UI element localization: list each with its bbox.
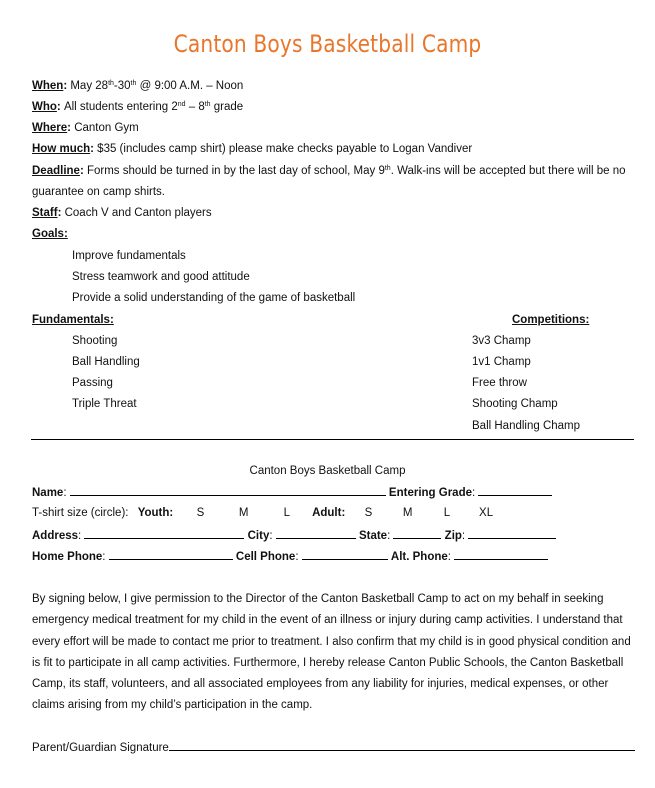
tshirt-row [32, 505, 504, 521]
tshirt-label: T-shirt size (circle): [32, 507, 129, 519]
when-label: When [32, 80, 64, 92]
permission-paragraph: By signing below, I give permission to the Director of the Canton Basketball Camp to act on my behalf in seeking emergency medical treatment for my child in the event of an illness or injury during camp activities. I understand that every effort will be made to contact me prior to treatment. I also confirm that my child is in good physical condition and is fit to participate in all camp activities. Furthermore, I hereby release Canton Public Schools, the Canton Basketball Camp, its staff, volunteers, and all associated employees from any liability for injuries, medical expenses, or other claims arising from my child’s participation in the camp. [32, 593, 631, 712]
cell-phone-field[interactable] [302, 548, 388, 560]
city-label: City [247, 530, 270, 542]
how-much-text: (includes camp shirt) please make checks payable to Logan Vandiver [116, 143, 473, 155]
zip-field[interactable] [468, 527, 556, 539]
where-text: Canton Gym [74, 122, 139, 134]
deadline-sup: th [384, 165, 391, 172]
deadline-line: Deadline: Forms should be turned in by the last day of school, May 9th. Walk-ins will be accepted but there will be no [32, 165, 626, 177]
when-line: When: May 28th-30th @ 9:00 A.M. – Noon [32, 80, 244, 92]
adult-size-s[interactable]: S [364, 507, 373, 519]
signature-row [32, 739, 635, 756]
staff-line: Staff: Coach V and Canton players [32, 207, 212, 219]
competition-item: 3v3 Champ [472, 335, 531, 347]
alt-phone-field[interactable] [454, 548, 548, 560]
adult-size-xl[interactable]: XL [479, 507, 494, 519]
where-line: Where: Canton Gym [32, 122, 139, 134]
competition-item: Ball Handling Champ [472, 420, 581, 432]
how-much-line: How much: $35 (includes camp shirt) please make checks payable to Logan Vandiver [32, 143, 473, 155]
deadline-line2: guarantee on camp shirts. [32, 186, 165, 198]
fundamentals-label: Fundamentals: [32, 314, 114, 326]
alt-phone-label: Alt. Phone [390, 551, 448, 563]
deadline-pre: Forms should be turned in by the last day of school, May 9 [86, 165, 385, 177]
entering-grade-label: Entering Grade [388, 487, 472, 499]
youth-size-s[interactable]: S [196, 507, 205, 519]
where-label: Where [32, 122, 68, 134]
who-pre: All students entering 2 [63, 101, 178, 113]
phone-row: Home Phone: Cell Phone: Alt. Phone: [32, 548, 548, 565]
competition-item: 1v1 Champ [472, 356, 531, 368]
who-sup1: nd [177, 101, 186, 108]
zip-label: Zip [444, 530, 462, 542]
goal-item: Provide a solid understanding of the game of basketball [72, 292, 356, 304]
name-row: Name: Entering Grade: [32, 484, 552, 501]
who-label: Who [32, 101, 57, 113]
home-phone-label: Home Phone [32, 551, 103, 563]
fundamental-item: Triple Threat [72, 398, 137, 410]
youth-size-l[interactable]: L [283, 507, 291, 519]
signature-label: Parent/Guardian Signature [32, 742, 169, 754]
entering-grade-field[interactable] [478, 484, 552, 496]
when-mid: -30 [113, 80, 131, 92]
when-sup2: th [130, 80, 137, 87]
name-label: Name [32, 487, 64, 499]
youth-label: Youth: [137, 507, 174, 519]
when-post: @ 9:00 A.M. – Noon [136, 80, 244, 92]
address-label: Address [32, 530, 79, 542]
who-mid: – 8 [185, 101, 205, 113]
page-title: Canton Boys Basketball Camp [173, 30, 482, 58]
how-much-amount: $35 [97, 143, 117, 155]
adult-label: Adult: [312, 507, 346, 519]
fundamental-item: Passing [72, 377, 113, 389]
section-divider [31, 439, 634, 440]
competitions-label: Competitions: [512, 314, 590, 326]
fundamental-item: Shooting [72, 335, 118, 347]
when-sup1: th [108, 80, 114, 87]
who-sup2: th [204, 101, 211, 108]
fundamental-item: Ball Handling [72, 356, 140, 368]
state-field[interactable] [393, 527, 441, 539]
home-phone-field[interactable] [109, 548, 233, 560]
address-field[interactable] [84, 527, 244, 539]
name-field[interactable] [70, 484, 386, 496]
cell-phone-label: Cell Phone [235, 551, 296, 563]
staff-text: Coach V and Canton players [64, 207, 212, 219]
deadline-label: Deadline [32, 165, 80, 177]
competition-item: Free throw [472, 377, 527, 389]
goals-label: Goals: [32, 228, 68, 240]
deadline-post: . Walk-ins will be accepted but there will be no [390, 165, 626, 177]
city-field[interactable] [276, 527, 356, 539]
who-post: grade [210, 101, 244, 113]
goal-item: Stress teamwork and good attitude [72, 271, 250, 283]
how-much-label: How much [32, 143, 91, 155]
staff-label: Staff [32, 207, 58, 219]
adult-size-l[interactable]: L [443, 507, 451, 519]
youth-size-m[interactable]: M [238, 507, 249, 519]
goal-item: Improve fundamentals [72, 250, 186, 262]
signature-field[interactable] [169, 739, 635, 751]
state-label: State [358, 530, 388, 542]
when-pre: May 28 [70, 80, 109, 92]
address-row: Address: City: State: Zip: [32, 527, 556, 544]
form-title: Canton Boys Basketball Camp [249, 465, 406, 477]
adult-size-m[interactable]: M [402, 507, 413, 519]
competition-item: Shooting Champ [472, 398, 558, 410]
who-line: Who: All students entering 2nd – 8th grade [32, 101, 244, 113]
